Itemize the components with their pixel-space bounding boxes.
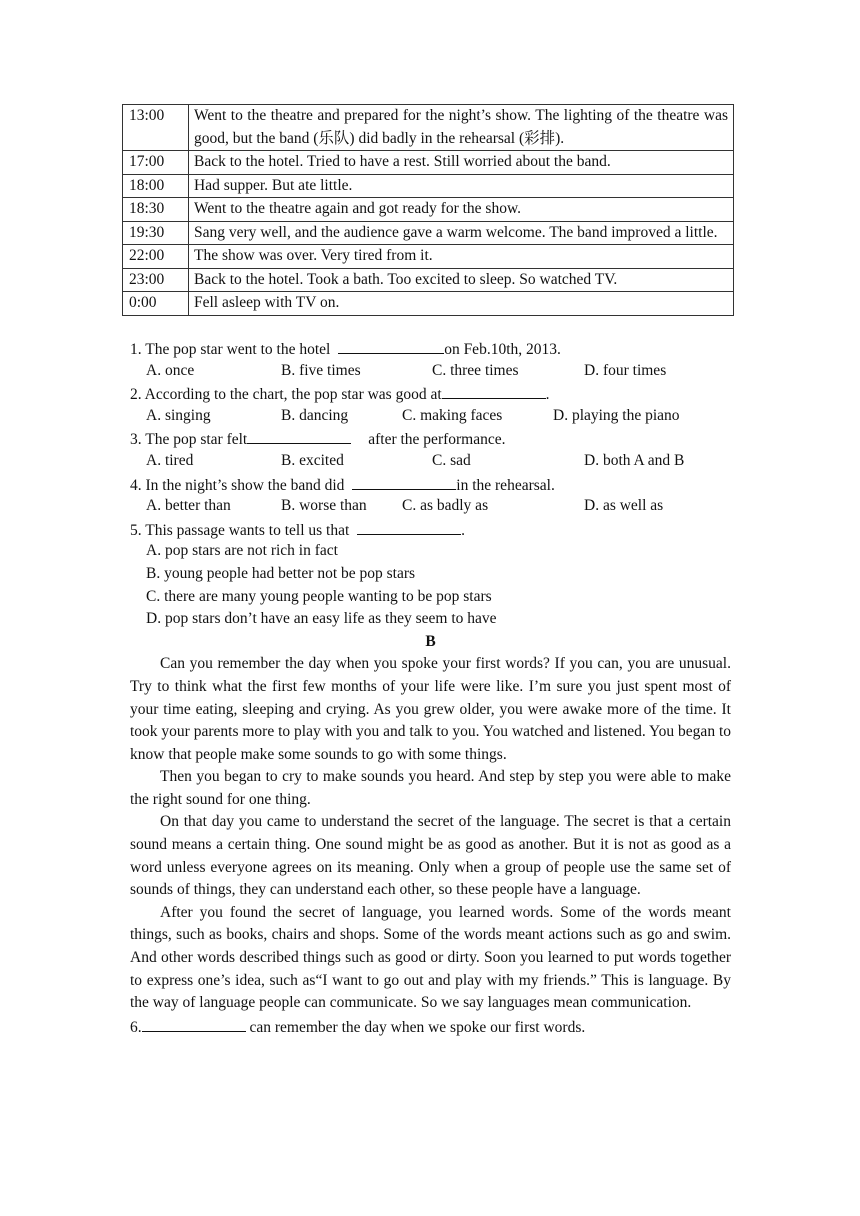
option: B. five times (281, 361, 361, 379)
option: A. singing (146, 406, 211, 424)
option: D. pop stars don’t have an easy life as they seem to have (146, 610, 497, 628)
time-cell: 19:30 (123, 221, 189, 245)
option: C. making faces (402, 406, 503, 424)
answer-blank (442, 382, 546, 399)
option: B. dancing (281, 406, 349, 424)
event-cell: Went to the theatre again and got ready for the show. (189, 198, 734, 222)
option: C. sad (432, 451, 471, 469)
option: A. pop stars are not rich in fact (146, 542, 338, 560)
table-row (123, 198, 734, 222)
time-cell: 17:00 (123, 151, 189, 175)
question-text: 3. The pop star felt (130, 431, 248, 449)
time-cell: 13:00 (123, 105, 189, 151)
event-cell: Back to the hotel. Tried to have a rest. Still worried about the band. (189, 151, 734, 175)
options-row (130, 450, 731, 473)
question-text: 5. This passage wants to tell us that (130, 521, 354, 539)
answer-blank (352, 473, 456, 490)
table-row (123, 174, 734, 198)
event-cell: Had supper. But ate little. (189, 174, 734, 198)
option: A. once (146, 361, 195, 379)
answer-blank (338, 337, 444, 354)
option: C. three times (432, 361, 519, 379)
table-row (123, 245, 734, 269)
event-cell: Fell asleep with TV on. (189, 292, 734, 316)
option: D. as well as (584, 497, 664, 515)
table-row (123, 292, 734, 316)
options-row (130, 495, 731, 518)
option: B. excited (281, 451, 344, 469)
table-row (123, 268, 734, 292)
option: A. better than (146, 497, 231, 515)
question-number: 6. (130, 1018, 142, 1036)
paragraph: Then you began to cry to make sounds you heard. And step by step you were able to make the right sound for one thing. (130, 768, 731, 808)
option: D. playing the piano (553, 406, 680, 424)
option: B. worse than (281, 497, 367, 515)
answer-blank (142, 1015, 246, 1032)
question-text: . (461, 521, 466, 539)
options-row (130, 360, 731, 383)
paragraph: On that day you came to understand the secret of the language. The secret is that a certain sound means a certain thing. One sound might be as good as another. But it is not as good as a word unless everyone agrees on its meaning. Only when a group of people use the same set of sounds of things, they can understand each other, so these people have a language. (130, 813, 731, 899)
table-row (123, 105, 734, 151)
answer-blank (357, 518, 461, 535)
question-stem (130, 337, 731, 360)
time-cell: 22:00 (123, 245, 189, 269)
paragraph: Can you remember the day when you spoke your first words? If you can, you are unusual. Try to think what the first few months of your life were like. I’m sure you just spent most of your time eating, sleeping and crying. As you grew older, you were awake more of the time. It took your parents more to play with you and talk to you. You watched and listened. You began to know that people make some sounds to go with some things. (130, 655, 731, 763)
time-cell: 23:00 (123, 268, 189, 292)
option: D. both A and B (584, 451, 685, 469)
section-heading: B (425, 632, 436, 650)
option: D. four times (584, 361, 667, 379)
event-cell: Back to the hotel. Took a bath. Too excited to sleep. So watched TV. (189, 268, 734, 292)
question-stem (130, 518, 731, 541)
question-text: 2. According to the chart, the pop star was good at (130, 386, 442, 404)
question-text: after the performance. (368, 431, 506, 449)
question-stem (130, 1015, 731, 1038)
table-row (123, 221, 734, 245)
question-text: 1. The pop star went to the hotel (130, 341, 335, 358)
time-cell: 18:30 (123, 198, 189, 222)
option: C. there are many young people wanting to be pop stars (146, 587, 492, 605)
question-text: in the rehearsal. (456, 476, 555, 494)
event-cell: Went to the theatre and prepared for the night’s show. The lighting of the theatre was good, but the band (乐队) did badly in the rehearsal (彩排). (189, 105, 734, 151)
question-text: on Feb.10th, 2013. (444, 341, 561, 358)
question-text: . (545, 386, 550, 404)
event-cell: The show was over. Very tired from it. (189, 245, 734, 269)
option: A. tired (146, 451, 194, 469)
question-stem (130, 473, 731, 496)
options-row (130, 405, 731, 428)
schedule-table (122, 104, 734, 316)
question-stem (130, 382, 731, 405)
question-stem (130, 427, 731, 450)
time-cell: 18:00 (123, 174, 189, 198)
question-text: 4. In the night’s show the band did (130, 476, 349, 494)
questions-section (130, 337, 731, 1037)
time-cell: 0:00 (123, 292, 189, 316)
answer-blank (247, 427, 351, 444)
question-text: can remember the day when we spoke our first words. (245, 1018, 586, 1036)
passage (130, 653, 731, 1015)
option: B. young people had better not be pop stars (146, 564, 416, 582)
event-cell: Sang very well, and the audience gave a warm welcome. The band improved a little. (189, 221, 734, 245)
option: C. as badly as (402, 497, 489, 515)
paragraph: After you found the secret of language, you learned words. Some of the words meant things, such as books, chairs and shops. Some of the words meant actions such as go and swim. And other words described things such as good or dirty. Soon you learned to put words together to express one’s idea, such as“I want to go out and play with my friends.” This is language. By the way of language people can communicate. So we say languages mean communication. (130, 903, 731, 1012)
table-row (123, 151, 734, 175)
